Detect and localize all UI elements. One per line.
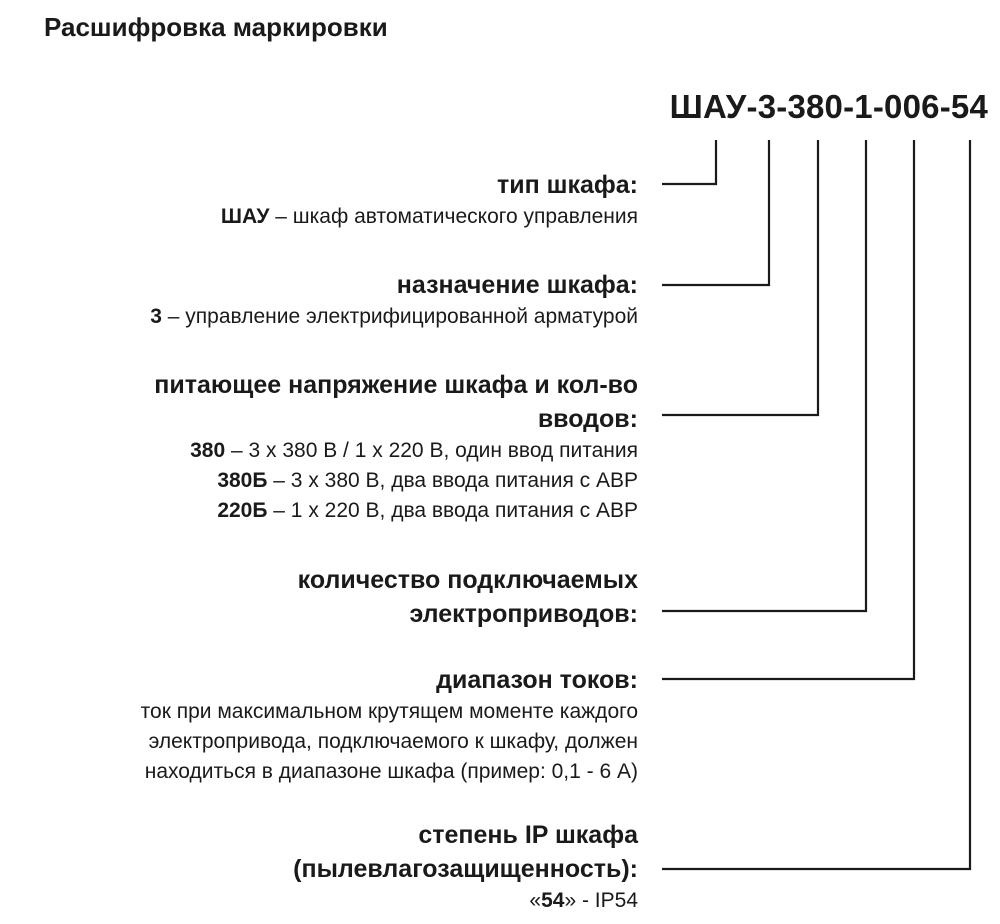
section-heading: (пылевлагозащищенность): [293, 855, 638, 883]
section-heading: назначение шкафа: [396, 271, 638, 299]
connector-drive-count [662, 140, 866, 611]
connector-cabinet-type [662, 140, 716, 184]
description-text: – 1 х 220 В, два ввода питания с АВР [267, 499, 638, 522]
section-heading: степень IP шкафа [418, 821, 638, 849]
page-title: Расшифровка маркировки [44, 12, 388, 42]
quote-mark: « [529, 889, 542, 912]
connector-supply-voltage [662, 140, 818, 415]
marking-code: ШАУ-3-380-1-006-54 [669, 88, 988, 125]
description-text: – 3 х 380 В / 1 х 220 В, один ввод питания [225, 439, 638, 462]
description-text: » - IP54 [564, 889, 638, 912]
description-text: – 3 х 380 В, два ввода питания с АВР [267, 469, 638, 492]
section-heading: диапазон токов: [436, 666, 638, 694]
description-text: – управление электрифицированной арматурой [161, 305, 638, 328]
description-text: находиться в диапазоне шкафа (пример: 0,1 - 6 А) [144, 760, 638, 783]
description-text: ток при максимальном крутящем моменте каждого [140, 700, 638, 723]
section-heading: электроприводов: [409, 600, 638, 628]
section-heading: тип шкафа: [496, 171, 638, 199]
code-value: ШАУ [220, 205, 270, 228]
connector-ip-rating [662, 140, 970, 869]
connector-current-range [662, 140, 914, 679]
section-heading: вводов: [537, 405, 638, 433]
code-value: 54 [541, 889, 565, 912]
section-heading: количество подключаемых [297, 566, 638, 594]
description-text: электропривода, подключаемого к шкафу, должен [148, 730, 638, 753]
code-value: 380 [190, 439, 226, 462]
description-text: – шкаф автоматического управления [269, 205, 638, 228]
code-value: 220Б [217, 499, 268, 522]
code-value: 3 [150, 305, 162, 328]
code-value: 380Б [217, 469, 268, 492]
section-heading: питающее напряжение шкафа и кол-во [154, 371, 638, 399]
